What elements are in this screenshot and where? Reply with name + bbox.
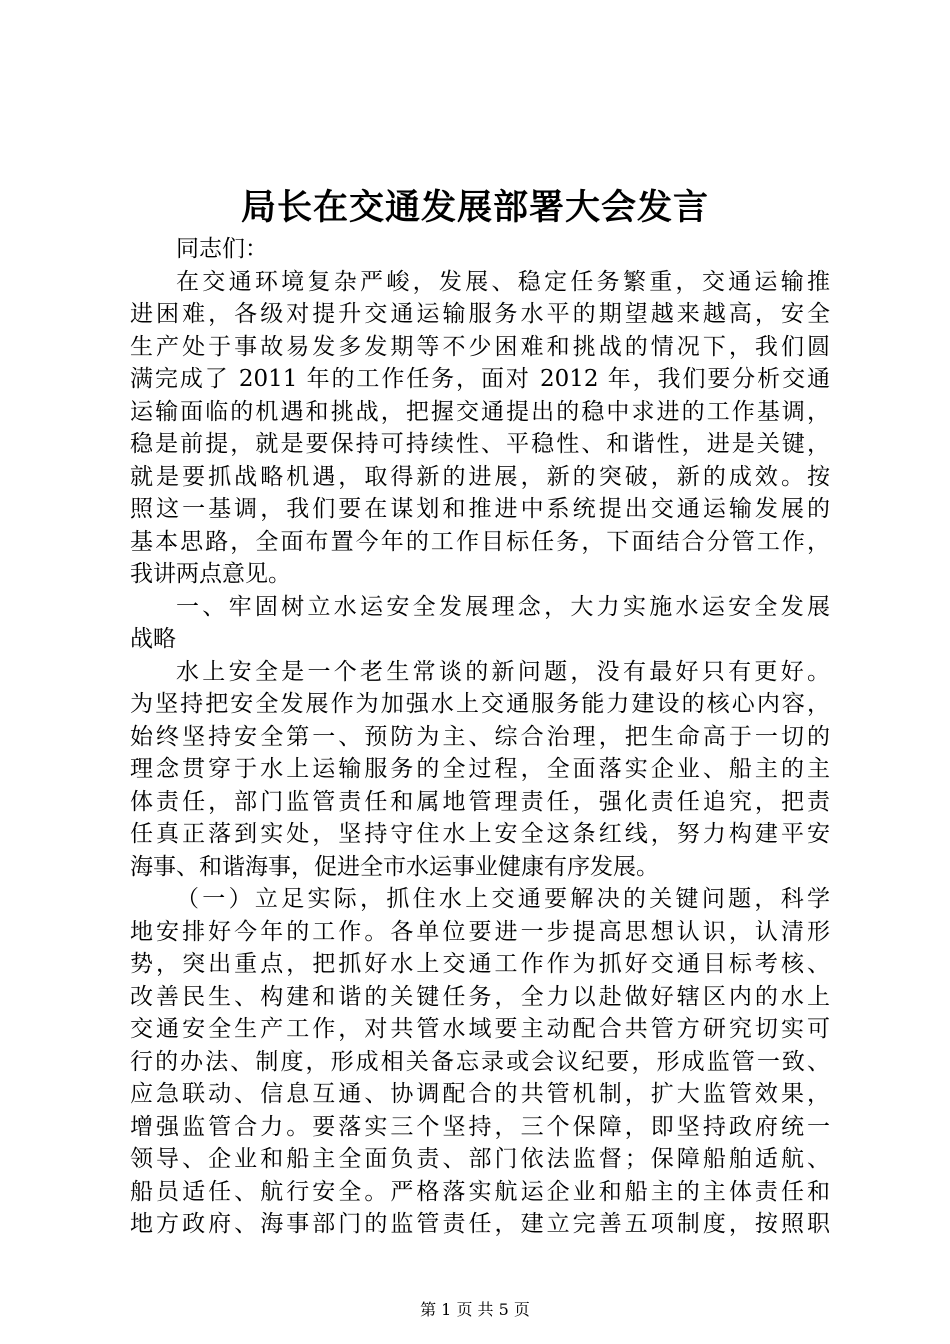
body-line: 船员适任、航行安全。严格落实航运企业和船主的主体责任和 <box>130 1178 830 1205</box>
body-line: 地方政府、海事部门的监管责任，建立完善五项制度，按照职 <box>130 1211 830 1237</box>
body-line: 体责任，部门监管责任和属地管理责任，强化责任追究，把责 <box>130 788 830 815</box>
body-line: 应急联动、信息互通、协调配合的共管机制，扩大监管效果， <box>130 1081 830 1107</box>
body-line: 行的办法、制度，形成相关备忘录或会议纪要，形成监管一致、 <box>130 1048 830 1075</box>
body-line: 就是要抓战略机遇，取得新的进展，新的突破，新的成效。按 <box>130 463 830 490</box>
body-line: （一）立足实际，抓住水上交通要解决的关键问题，科学 <box>176 886 830 912</box>
body-line: 稳是前提，就是要保持可持续性、平稳性、和谐性，进是关键， <box>130 431 830 457</box>
body-line: 任真正落到实处，坚持守住水上安全这条红线，努力构建平安 <box>130 821 830 847</box>
body-line: 生产处于事故易发多发期等不少困难和挑战的情况下，我们圆 <box>130 333 830 360</box>
body-line: 为坚持把安全发展作为加强水上交通服务能力建设的核心内容， <box>130 691 830 717</box>
body-line: 照这一基调，我们要在谋划和推进中系统提出交通运输发展的 <box>130 496 830 522</box>
body-line: 理念贯穿于水上运输服务的全过程，全面落实企业、船主的主 <box>130 756 830 782</box>
document-body <box>130 233 830 1241</box>
body-line: 我讲两点意见。 <box>130 561 291 587</box>
body-line: 势，突出重点，把抓好水上交通工作作为抓好交通目标考核、 <box>130 951 830 977</box>
body-line: 在交通环境复杂严峻，发展、稳定任务繁重，交通运输推 <box>176 268 830 295</box>
document-title: 局长在交通发展部署大会发言 <box>240 187 709 228</box>
body-line: 基本思路，全面布置今年的工作目标任务，下面结合分管工作， <box>130 528 830 555</box>
body-line: 水上安全是一个老生常谈的新问题，没有最好只有更好。 <box>176 658 830 685</box>
body-line: 地安排好今年的工作。各单位要进一步提高思想认识，认清形 <box>130 918 830 945</box>
body-line: 同志们： <box>176 236 268 262</box>
body-line: 战略 <box>130 626 176 652</box>
body-line: 运输面临的机遇和挑战，把握交通提出的稳中求进的工作基调， <box>130 398 830 425</box>
body-line: 一、牢固树立水运安全发展理念，大力实施水运安全发展 <box>176 593 830 620</box>
body-line: 增强监管合力。要落实三个坚持，三个保障，即坚持政府统一 <box>130 1113 830 1140</box>
page-footer: 第 1 页 共 5 页 <box>420 1300 530 1319</box>
body-line: 领导、企业和船主全面负责、部门依法监督；保障船舶适航、 <box>130 1146 830 1172</box>
body-line: 海事、和谐海事，促进全市水运事业健康有序发展。 <box>130 853 659 880</box>
body-line: 进困难，各级对提升交通运输服务水平的期望越来越高，安全 <box>130 301 830 327</box>
body-line: 交通安全生产工作，对共管水域要主动配合共管方研究切实可 <box>130 1016 830 1042</box>
body-line: 改善民生、构建和谐的关键任务，全力以赴做好辖区内的水上 <box>130 983 830 1010</box>
body-line: 始终坚持安全第一、预防为主、综合治理，把生命高于一切的 <box>130 723 830 750</box>
body-line: 满完成了 2011 年的工作任务，面对 2012 年，我们要分析交通 <box>130 366 830 392</box>
